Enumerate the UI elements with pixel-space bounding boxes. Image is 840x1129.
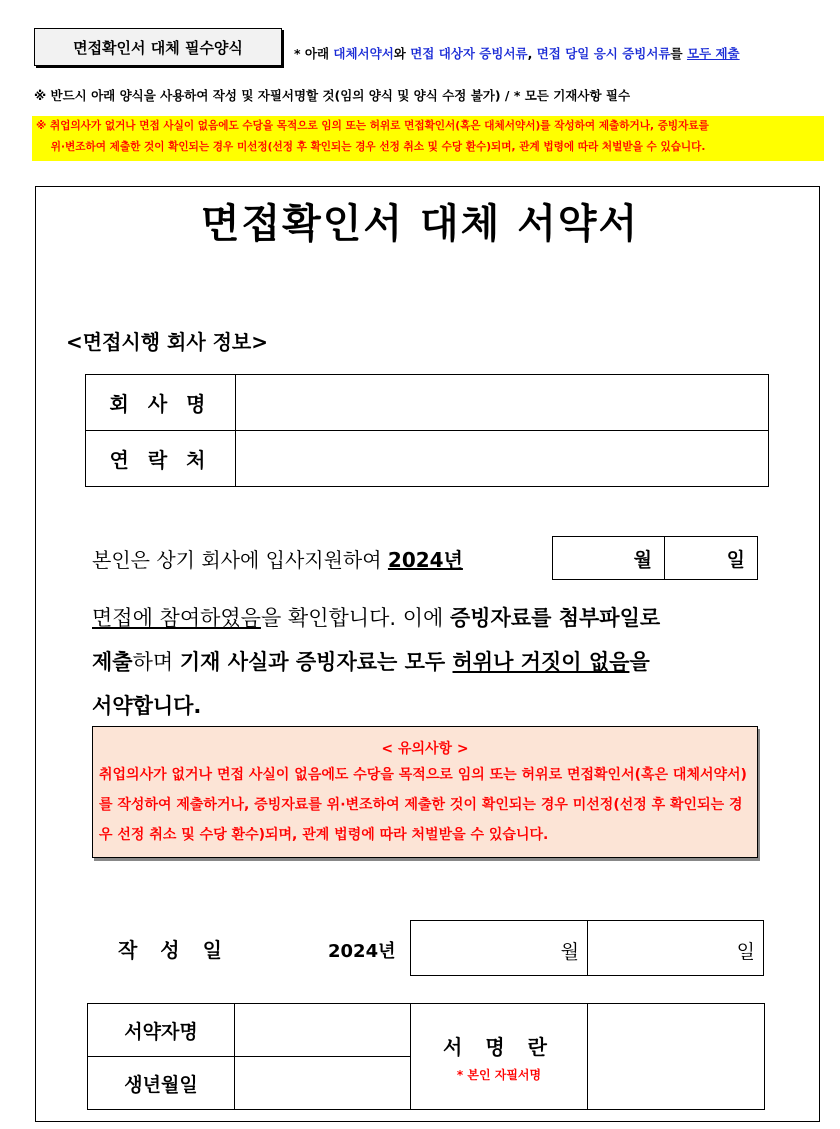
interview-day-field[interactable]: 일 <box>726 549 745 571</box>
table-row <box>88 1004 765 1057</box>
pledge-text: 을 확인합니다. 이에 <box>260 606 450 630</box>
signer-name-label: 서약자명 <box>88 1004 235 1057</box>
caution-body: 취업의사가 없거나 면접 사실이 없음에도 수당을 목적으로 임의 또는 허위로 면접확인서(혹은 대체서약서)를 작성하여 제출하거나, 증빙자료를 위·변조하여 제출한 것이 확인되는 경우 미선정(선정 후 확인되는 경우 선정 취소 및 수당 환수)되며, 관계 법령에 따라 처벌받을 수 있습니다. <box>99 767 747 843</box>
caution-title: < 유의사항 > <box>381 741 469 757</box>
birthdate-label: 생년월일 <box>88 1057 235 1110</box>
signature-field[interactable] <box>588 1004 765 1110</box>
company-info-table <box>85 374 769 487</box>
submit-note-joiner: 를 <box>670 46 687 61</box>
submit-doc-attendance-proof: 면접 당일 응시 증빙서류 <box>536 46 671 61</box>
page-title: 면접확인서 대체 서약서 <box>200 201 640 247</box>
pledge-line-1 <box>92 544 463 573</box>
table-row <box>86 375 769 431</box>
interview-year: 2024년 <box>387 548 463 572</box>
warning-box <box>32 116 824 161</box>
pledge-text-bold: 증빙자료를 첨부파일로 <box>449 606 661 630</box>
pledge-paragraph <box>92 596 772 728</box>
submit-note <box>294 44 740 62</box>
written-date-label: 작 성 일 <box>118 938 230 962</box>
submit-doc-candidate-proof: 면접 대상자 증빙서류 <box>410 46 528 61</box>
table-row <box>86 431 769 487</box>
pledge-text: 본인은 상기 회사에 입사지원하여 <box>92 548 388 572</box>
company-name-field[interactable] <box>236 375 769 431</box>
signer-name-field[interactable] <box>235 1004 411 1057</box>
pledge-text-bold: 을 <box>629 650 650 674</box>
written-year: 2024년 <box>328 941 396 962</box>
warning-line-2: 위·변조하여 제출한 것이 확인되는 경우 미선정(선정 후 확인되는 경우 선정 취소 및 수당 환수)되며, 관계 법령에 따라 처벌받을 수 있습니다. <box>36 141 706 153</box>
pledge-text-bold: 서약합니다. <box>92 694 202 718</box>
company-section-title: <면접시행 회사 정보> <box>66 330 269 354</box>
submit-note-all: 모두 제출 <box>686 46 740 61</box>
submit-doc-pledge: 대체서약서 <box>333 46 394 61</box>
company-name-label: 회 사 명 <box>86 375 236 431</box>
submit-note-joiner: 와 <box>393 46 411 61</box>
pledge-text-bold: 제출 <box>92 650 133 674</box>
signature-label: 서 명 란 <box>443 1034 555 1059</box>
written-day-field[interactable]: 일 <box>736 941 755 963</box>
interview-date-box <box>552 536 758 580</box>
pledge-text-bold: 허위나 거짓이 없음 <box>452 650 630 674</box>
birthdate-field[interactable] <box>235 1057 411 1110</box>
pledge-text: 면접에 참여하였음 <box>92 606 261 630</box>
interview-month-field[interactable]: 월 <box>553 537 665 579</box>
contact-field[interactable] <box>236 431 769 487</box>
required-notice: ※ 반드시 아래 양식을 사용하여 작성 및 자필서명할 것(임의 양식 및 양식 수정 불가) / * 모든 기재사항 필수 <box>34 88 631 103</box>
signature-label-cell <box>411 1004 588 1110</box>
form-tag: 면접확인서 대체 필수양식 <box>34 28 282 66</box>
contact-label: 연 락 처 <box>86 431 236 487</box>
caution-box <box>92 726 758 858</box>
pledge-text-bold: 기재 사실과 증빙자료는 모두 <box>179 650 453 674</box>
signature-note: * 본인 자필서명 <box>456 1067 542 1082</box>
written-month-field[interactable]: 월 <box>411 921 588 975</box>
pledge-text: 하며 <box>132 650 180 674</box>
written-date-box <box>410 920 764 976</box>
signer-table <box>87 1003 765 1110</box>
submit-note-joiner: , <box>527 46 537 61</box>
warning-line-1: ※ 취업의사가 없거나 면접 사실이 없음에도 수당을 목적으로 임의 또는 허위로 면접확인서(혹은 대체서약서)를 작성하여 제출하거나, 증빙자료를 <box>36 120 709 132</box>
submit-note-prefix: * 아래 <box>294 46 334 61</box>
